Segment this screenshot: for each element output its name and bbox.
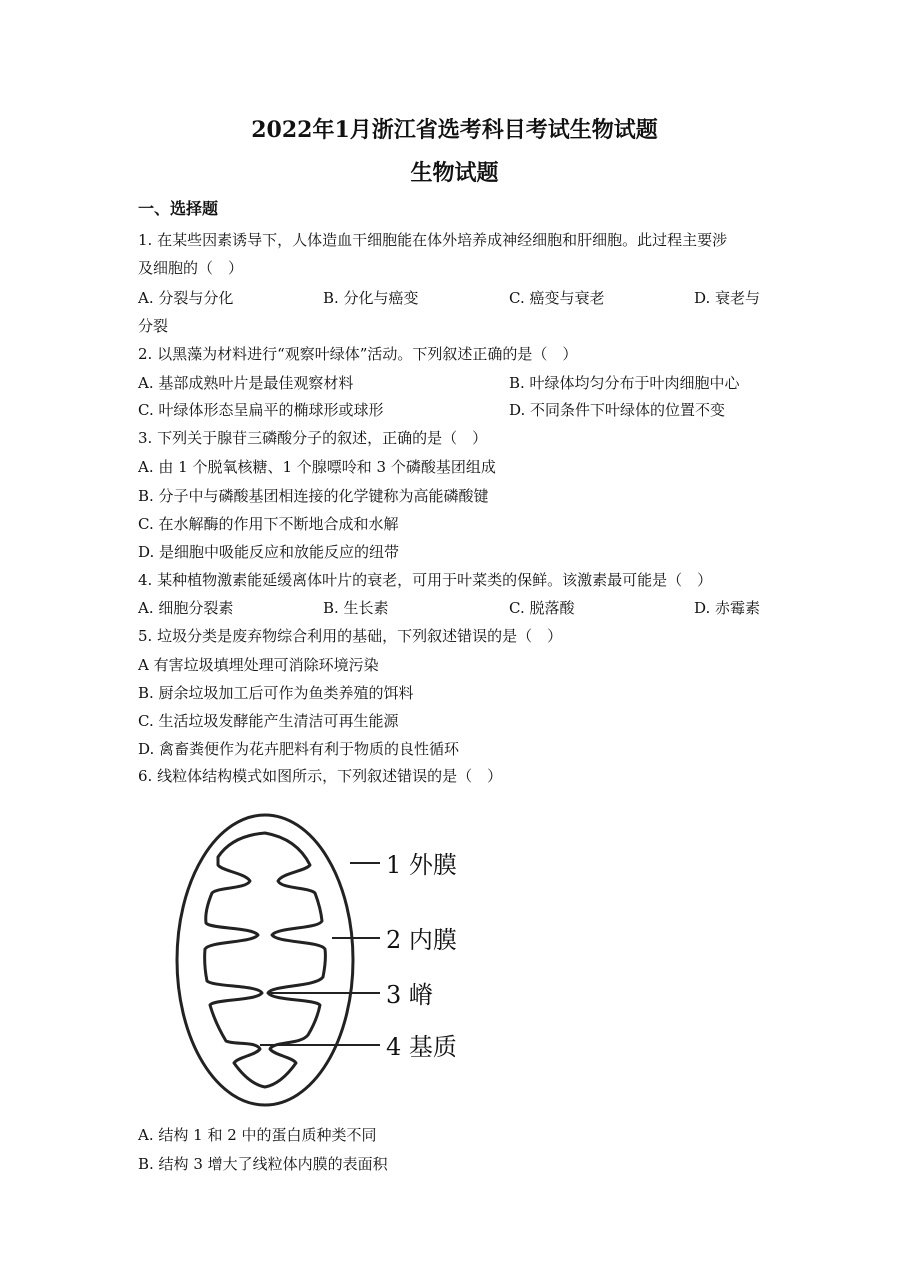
q2-option-c: C. 叶绿体形态呈扁平的椭球形或球形 [138,401,384,419]
q3-stem: 3. 下列关于腺苷三磷酸分子的叙述，正确的是（ ） [138,429,488,447]
q1-option-d-wrap: 分裂 [138,317,169,335]
q5-option-c: C. 生活垃圾发酵能产生清洁可再生能源 [138,712,399,730]
q2-option-a: A. 基部成熟叶片是最佳观察材料 [138,374,354,392]
label-matrix: 4 基质 [386,1033,457,1061]
q3-option-a: A. 由 1 个脱氧核糖、1 个腺嘌呤和 3 个磷酸基团组成 [138,458,496,476]
q5-option-d: D. 禽畜粪便作为花卉肥料有利于物质的良性循环 [138,740,460,758]
q4-option-b: B. 生长素 [323,599,389,617]
mitochondrion-figure [160,805,490,1115]
q3-option-b: B. 分子中与磷酸基团相连接的化学键称为高能磷酸键 [138,487,489,505]
q3-option-c: C. 在水解酶的作用下不断地合成和水解 [138,515,399,533]
q5-option-a: A 有害垃圾填埋处理可消除环境污染 [138,656,379,674]
q2-stem: 2. 以黑藻为材料进行“观察叶绿体”活动。下列叙述正确的是（ ） [138,345,578,363]
q1-stem-line2: 及细胞的（ ） [138,259,244,277]
q1-stem-line1: 1. 在某些因素诱导下，人体造血干细胞能在体外培养成神经细胞和肝细胞。此过程主要涉 [138,231,728,249]
q4-stem: 4. 某种植物激素能延缓离体叶片的衰老，可用于叶菜类的保鲜。该激素最可能是（ ） [138,571,713,589]
q4-option-d: D. 赤霉素 [694,599,761,617]
q1-option-d: D. 衰老与 [694,289,761,307]
q6-option-b: B. 结构 3 增大了线粒体内膜的表面积 [138,1155,388,1173]
q6-option-a: A. 结构 1 和 2 中的蛋白质种类不同 [138,1126,377,1144]
section-heading: 一、选择题 [138,199,219,218]
exam-title: 2022年1月浙江省选考科目考试生物试题 [251,117,658,143]
q2-option-d: D. 不同条件下叶绿体的位置不变 [509,401,726,419]
q5-option-b: B. 厨余垃圾加工后可作为鱼类养殖的饵料 [138,684,414,702]
q1-option-c: C. 癌变与衰老 [509,289,605,307]
q1-option-b: B. 分化与癌变 [323,289,419,307]
q4-option-c: C. 脱落酸 [509,599,575,617]
q4-option-a: A. 细胞分裂素 [138,599,234,617]
inner-membrane-cristae [205,833,326,1087]
label-outer-membrane: 1 外膜 [386,851,457,879]
exam-subtitle: 生物试题 [410,160,499,186]
q2-option-b: B. 叶绿体均匀分布于叶肉细胞中心 [509,374,740,392]
q5-stem: 5. 垃圾分类是废弃物综合利用的基础，下列叙述错误的是（ ） [138,627,563,645]
label-inner-membrane: 2 内膜 [386,926,457,954]
label-cristae: 3 嵴 [386,981,433,1009]
q1-option-a: A. 分裂与分化 [138,289,234,307]
q6-stem: 6. 线粒体结构模式如图所示，下列叙述错误的是（ ） [138,767,503,785]
q3-option-d: D. 是细胞中吸能反应和放能反应的纽带 [138,543,400,561]
